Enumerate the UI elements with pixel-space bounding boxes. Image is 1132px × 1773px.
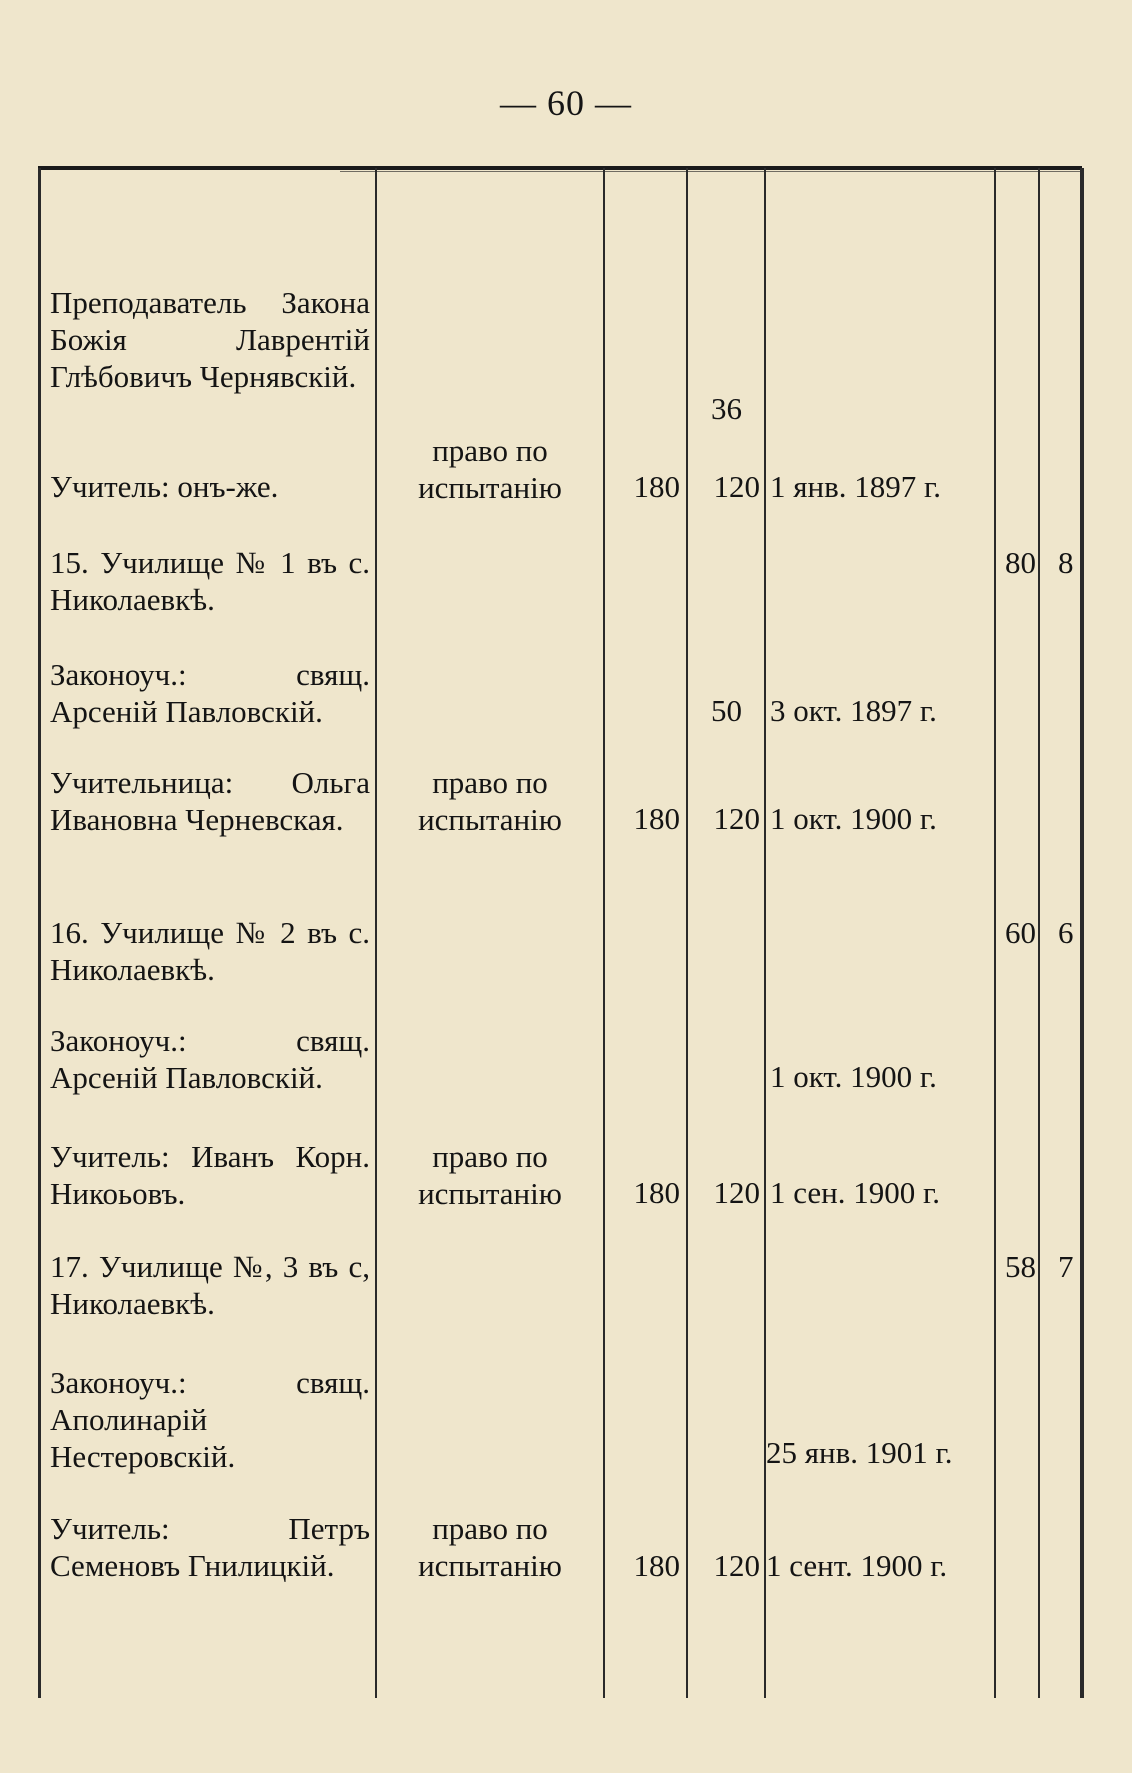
row-name: 15. Училище № 1 въ с. Николаевкѣ. — [50, 545, 370, 617]
column-divider — [994, 168, 996, 1698]
column-divider — [686, 168, 688, 1698]
row-name: Законоуч.: свящ. Арсеній Павловскій. — [50, 657, 370, 729]
cell-value: 50 — [711, 693, 742, 728]
row-name: 16. Училище № 2 въ с. Николаевкѣ. — [50, 915, 370, 987]
row-name: 17. Училище №, 3 въ с, Николаевкѣ. — [50, 1249, 370, 1321]
date-cell: 25 янв. 1901 г. — [766, 1435, 953, 1470]
row-name: Законоуч.: свящ. Арсеній Павловскій. — [50, 1023, 370, 1095]
cell-value: 36 — [711, 391, 742, 426]
cell-value: 180 — [633, 1548, 680, 1583]
cell-value: 180 — [633, 469, 680, 504]
column-divider — [603, 168, 605, 1698]
cell-value: 180 — [633, 801, 680, 836]
cell-value: 6 — [1058, 915, 1074, 950]
cell-value: 120 — [713, 1548, 760, 1583]
row-name: Учительница: Ольга Ивановна Черневская. — [50, 765, 370, 837]
right-cell: право по испытанію — [418, 1511, 562, 1583]
date-cell: 3 окт. 1897 г. — [770, 693, 937, 728]
cell-value: 120 — [713, 801, 760, 836]
cell-value: 58 — [1005, 1249, 1036, 1284]
right-cell: право по испытанію — [418, 1139, 562, 1211]
right-cell: право по испытанію — [418, 765, 562, 837]
cell-value: 80 — [1005, 545, 1036, 580]
row-name: Учитель: Петръ Семеновъ Гнилицкій. — [50, 1511, 370, 1583]
cell-value: 8 — [1058, 545, 1074, 580]
right-cell: право по испытанію — [418, 433, 562, 505]
date-cell: 1 сен. 1900 г. — [770, 1175, 940, 1210]
date-cell: 1 окт. 1900 г. — [770, 1059, 937, 1094]
bleed-through — [780, 290, 788, 326]
table-top-rule-inner — [340, 171, 1080, 172]
date-cell: 1 окт. 1900 г. — [770, 801, 937, 836]
table-top-rule — [38, 166, 1082, 170]
row-name: Преподаватель Закона Божія Лаврентій Глѣбовичъ Чернявскій. — [50, 285, 370, 394]
cell-value: 7 — [1058, 1249, 1074, 1284]
table-right-border — [1080, 168, 1084, 1698]
table-left-border — [38, 168, 41, 1698]
row-name: Учитель: Иванъ Корн. Никоьовъ. — [50, 1139, 370, 1211]
page-number: — 60 — — [500, 83, 632, 123]
cell-value: 120 — [713, 469, 760, 504]
row-name: Учитель: онъ-же. — [50, 469, 279, 504]
cell-value: 180 — [633, 1175, 680, 1210]
cell-value: 60 — [1005, 915, 1036, 950]
date-cell: 1 сент. 1900 г. — [766, 1548, 948, 1583]
date-cell: 1 янв. 1897 г. — [770, 469, 941, 504]
column-divider — [375, 168, 377, 1698]
cell-value: 120 — [713, 1175, 760, 1210]
row-name: Законоуч.: свящ. Аполинарій Нестеровскій. — [50, 1365, 370, 1474]
column-divider — [1038, 168, 1040, 1698]
